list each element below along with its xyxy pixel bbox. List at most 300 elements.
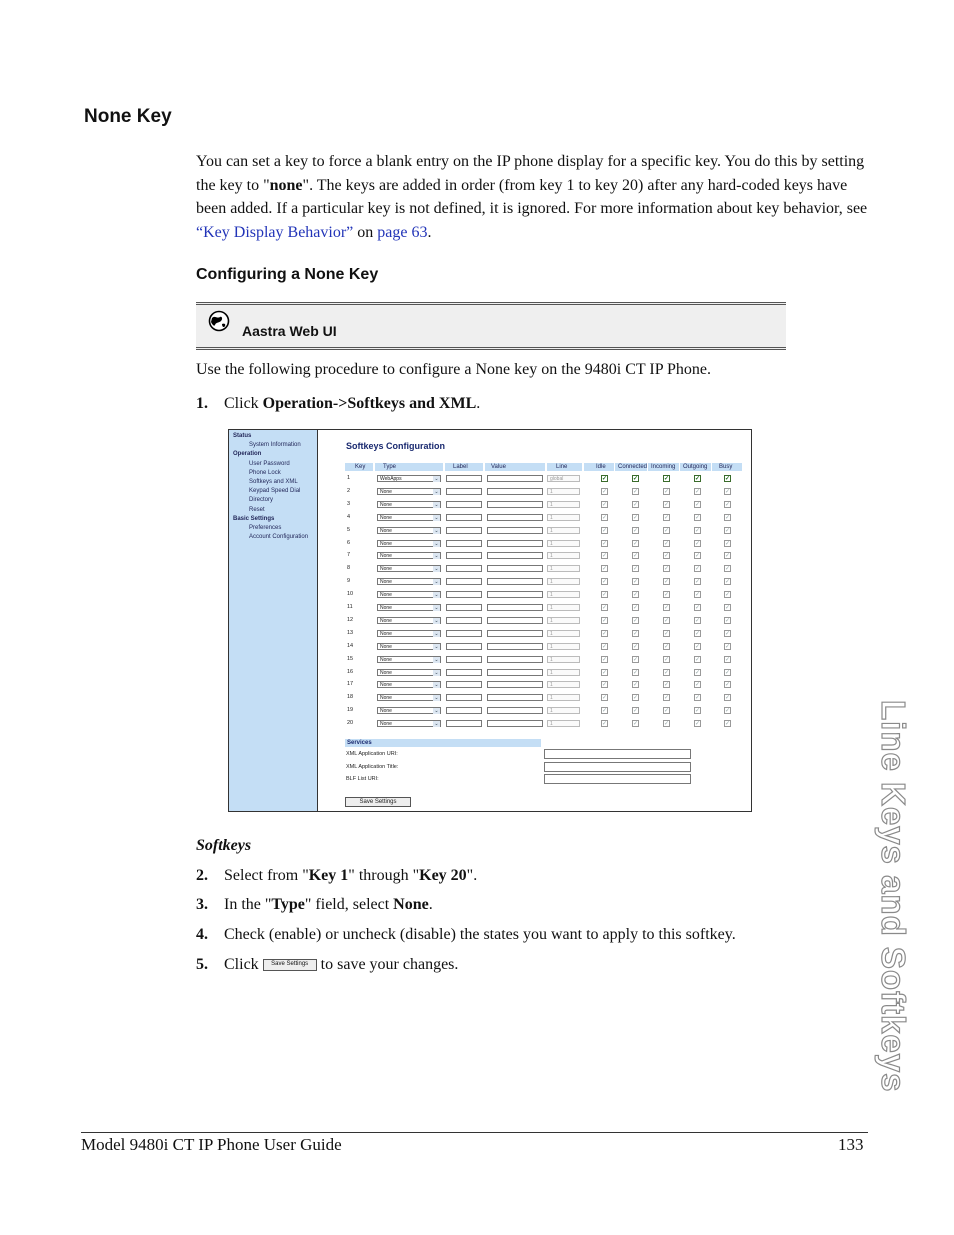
connected-checkbox[interactable]: ✓ [633, 514, 639, 521]
busy-checkbox[interactable]: ✓ [725, 630, 731, 637]
nav-item[interactable]: Phone Lock [249, 469, 281, 476]
line-select[interactable] [547, 681, 580, 688]
connected-checkbox[interactable]: ✓ [633, 656, 639, 663]
key-number: 4 [347, 513, 351, 520]
step-text-pre: Select from " [224, 867, 309, 884]
label-input[interactable] [446, 617, 482, 624]
line-select-value: 1 [550, 708, 553, 715]
line-select-value: 1 [550, 527, 553, 534]
label-input[interactable] [446, 501, 482, 508]
step-text: Check (enable) or uncheck (disable) the states you want to apply to this softkey. [224, 926, 736, 943]
type-select-value: None [380, 501, 392, 508]
label-input[interactable] [446, 578, 482, 585]
service-input[interactable] [544, 762, 691, 772]
header-idle: Idle [584, 463, 614, 471]
line-select[interactable] [547, 643, 580, 650]
step-text [224, 395, 480, 413]
line-select[interactable] [547, 591, 580, 598]
connected-checkbox[interactable]: ✓ [633, 630, 639, 637]
chevron-down-icon: ⌄ [434, 514, 439, 521]
outgoing-checkbox[interactable]: ✓ [695, 592, 701, 599]
header-type: Type [375, 463, 443, 471]
nav-item[interactable]: System Information [249, 442, 301, 449]
type-select-value: None [380, 592, 392, 599]
header-key: Key [345, 463, 373, 471]
outgoing-checkbox[interactable]: ✓ [695, 579, 701, 586]
idle-checkbox[interactable]: ✓ [602, 656, 608, 663]
type-select[interactable] [377, 630, 441, 637]
nav-item[interactable]: Keypad Speed Dial [249, 488, 301, 495]
label-input[interactable] [446, 707, 482, 714]
step-text-bold: Type [271, 896, 305, 913]
value-input[interactable] [487, 552, 543, 559]
value-input[interactable] [487, 669, 543, 676]
type-select[interactable] [377, 475, 441, 482]
value-input[interactable] [487, 475, 543, 482]
idle-checkbox[interactable]: ✓ [602, 630, 608, 637]
step-text-bold: Operation->Softkeys and XML [262, 395, 477, 412]
page-number: 133 [838, 1135, 864, 1154]
label-input[interactable] [446, 630, 482, 637]
key-number: 5 [347, 526, 351, 533]
outgoing-checkbox[interactable]: ✓ [695, 527, 701, 534]
key-number: 2 [347, 487, 351, 494]
type-select-value: None [380, 695, 392, 702]
step-text-pre: In the " [224, 896, 272, 913]
idle-checkbox[interactable]: ✓ [602, 682, 608, 689]
value-input[interactable] [487, 720, 543, 727]
connected-checkbox[interactable]: ✓ [633, 540, 639, 547]
outgoing-checkbox[interactable]: ✓ [695, 643, 701, 650]
line-select[interactable] [547, 669, 580, 676]
connected-checkbox[interactable]: ✓ [633, 643, 639, 650]
connected-checkbox[interactable]: ✓ [633, 592, 639, 599]
incoming-checkbox[interactable]: ✓ [664, 592, 670, 599]
step-text-post: to save your changes. [320, 956, 459, 973]
config-title: Softkeys Configuration [346, 441, 446, 451]
value-input[interactable] [487, 540, 543, 547]
busy-checkbox[interactable]: ✓ [725, 579, 731, 586]
chevron-down-icon: ⌄ [434, 630, 439, 637]
connected-checkbox[interactable]: ✓ [633, 721, 639, 728]
type-select-value: None [380, 514, 392, 521]
connected-checkbox[interactable]: ✓ [633, 527, 639, 534]
incoming-checkbox[interactable]: ✓ [664, 566, 670, 573]
chevron-down-icon: ⌄ [434, 501, 439, 508]
incoming-checkbox[interactable]: ✓ [664, 656, 670, 663]
line-select[interactable] [547, 488, 580, 495]
busy-checkbox[interactable]: ✓ [725, 592, 731, 599]
chevron-down-icon: ⌄ [434, 540, 439, 547]
value-input[interactable] [487, 630, 543, 637]
incoming-checkbox[interactable]: ✓ [664, 695, 670, 702]
line-select-value: 1 [550, 630, 553, 637]
type-select-value: None [380, 630, 392, 637]
header-outgoing: Outgoing [680, 463, 711, 471]
idle-checkbox[interactable]: ✓ [602, 514, 608, 521]
outgoing-checkbox[interactable]: ✓ [695, 514, 701, 521]
intro-bold: none [269, 176, 303, 194]
idle-checkbox[interactable]: ✓ [602, 695, 608, 702]
idle-checkbox[interactable]: ✓ [602, 579, 608, 586]
label-input[interactable] [446, 604, 482, 611]
line-select[interactable] [547, 475, 580, 482]
save-settings-button[interactable]: Save Settings [345, 797, 411, 807]
incoming-checkbox[interactable]: ✓ [664, 643, 670, 650]
step-text-mid: " field, select [304, 896, 394, 913]
outgoing-checkbox[interactable]: ✓ [695, 669, 701, 676]
incoming-checkbox[interactable]: ✓ [664, 630, 670, 637]
line-select[interactable] [547, 527, 580, 534]
label-input[interactable] [446, 720, 482, 727]
incoming-checkbox[interactable]: ✓ [664, 540, 670, 547]
incoming-checkbox[interactable]: ✓ [664, 553, 670, 560]
value-input[interactable] [487, 707, 543, 714]
type-select-value: None [380, 617, 392, 624]
idle-checkbox[interactable]: ✓ [602, 501, 608, 508]
intro-text: You can set a key to force a blank entry on the IP phone display for a specific key. You do this by setting the key to " [196, 153, 865, 194]
page-63-link[interactable]: page 63 [377, 223, 428, 241]
value-input[interactable] [487, 591, 543, 598]
chevron-down-icon: ⌄ [434, 488, 439, 495]
idle-checkbox[interactable]: ✓ [602, 617, 608, 624]
idle-checkbox[interactable]: ✓ [602, 605, 608, 611]
chevron-down-icon: ⌄ [434, 527, 439, 534]
type-select[interactable] [377, 578, 441, 585]
incoming-checkbox[interactable]: ✓ [664, 669, 670, 676]
step-text-pre: Click [224, 395, 263, 412]
value-input[interactable] [487, 488, 543, 495]
type-select[interactable] [377, 720, 441, 727]
step-number: 2. [196, 867, 208, 884]
label-input[interactable] [446, 681, 482, 688]
label-input[interactable] [446, 591, 482, 598]
busy-checkbox[interactable]: ✓ [725, 643, 731, 650]
outgoing-checkbox[interactable]: ✓ [695, 630, 701, 637]
line-select-value: 1 [550, 540, 553, 547]
busy-checkbox[interactable]: ✓ [725, 476, 731, 482]
label-input[interactable] [446, 488, 482, 495]
idle-checkbox[interactable]: ✓ [602, 708, 608, 715]
line-select-value: global [550, 476, 564, 482]
busy-checkbox[interactable]: ✓ [725, 553, 731, 560]
key-number: 18 [347, 694, 354, 701]
incoming-checkbox[interactable]: ✓ [664, 721, 670, 728]
label-input[interactable] [446, 643, 482, 650]
line-select-value: 1 [550, 579, 553, 586]
value-input[interactable] [487, 694, 543, 701]
step-number: 3. [196, 896, 208, 913]
idle-checkbox[interactable]: ✓ [602, 527, 608, 534]
step-text-bold-2: None [393, 896, 429, 913]
line-select-value: 1 [550, 605, 553, 611]
type-select[interactable] [377, 514, 441, 521]
line-select-value: 1 [550, 553, 553, 560]
outgoing-checkbox[interactable]: ✓ [695, 682, 701, 689]
incoming-checkbox[interactable]: ✓ [664, 514, 670, 521]
chevron-down-icon: ⌄ [434, 643, 439, 650]
type-select-value: None [380, 527, 392, 534]
busy-checkbox[interactable]: ✓ [725, 656, 731, 663]
nav-item[interactable]: Status [233, 433, 252, 439]
line-select[interactable] [547, 630, 580, 637]
type-select[interactable] [377, 694, 441, 701]
value-input[interactable] [487, 604, 543, 611]
connected-checkbox[interactable]: ✓ [633, 566, 639, 573]
key-number: 9 [347, 578, 351, 585]
connected-checkbox[interactable]: ✓ [633, 617, 639, 624]
key-number: 13 [347, 629, 354, 636]
nav-item[interactable]: Softkeys and XML [249, 479, 298, 485]
nav-item[interactable]: Basic Settings [233, 515, 275, 522]
type-select[interactable] [377, 540, 441, 547]
incoming-checkbox[interactable]: ✓ [664, 617, 670, 624]
key-number: 10 [347, 591, 354, 598]
nav-item[interactable]: User Password [249, 460, 290, 467]
chevron-down-icon: ⌄ [434, 721, 439, 728]
line-select[interactable] [547, 707, 580, 714]
label-input[interactable] [446, 656, 482, 663]
value-input[interactable] [487, 501, 543, 508]
idle-checkbox[interactable]: ✓ [602, 643, 608, 650]
type-select[interactable] [377, 527, 441, 534]
busy-checkbox[interactable]: ✓ [725, 682, 731, 689]
step-text [224, 867, 477, 885]
type-select[interactable] [377, 501, 441, 508]
idle-checkbox[interactable]: ✓ [602, 476, 608, 482]
line-select[interactable] [547, 578, 580, 585]
connected-checkbox[interactable]: ✓ [633, 682, 639, 689]
line-select[interactable] [547, 514, 580, 521]
step-text-bold: Key 1 [308, 867, 349, 884]
side-tab [850, 700, 920, 1110]
connected-checkbox[interactable]: ✓ [633, 476, 639, 482]
line-select-value: 1 [550, 721, 553, 728]
incoming-checkbox[interactable]: ✓ [664, 682, 670, 689]
key-number: 17 [347, 681, 354, 688]
intro-end: . [427, 223, 432, 241]
step-text-post: . [428, 896, 433, 913]
nav-item[interactable]: Account Configuration [249, 534, 309, 541]
connected-checkbox[interactable]: ✓ [633, 579, 639, 586]
busy-checkbox[interactable]: ✓ [725, 669, 731, 676]
header-connected: Connected [615, 463, 647, 471]
idle-checkbox[interactable]: ✓ [602, 540, 608, 547]
outgoing-checkbox[interactable]: ✓ [695, 656, 701, 663]
value-input[interactable] [487, 681, 543, 688]
key-display-behavior-link[interactable]: “Key Display Behavior” [196, 223, 354, 241]
type-select[interactable] [377, 643, 441, 650]
type-select[interactable] [377, 552, 441, 559]
line-select[interactable] [547, 656, 580, 663]
busy-checkbox[interactable]: ✓ [725, 527, 731, 534]
type-select[interactable] [377, 617, 441, 624]
value-input[interactable] [487, 617, 543, 624]
line-select-value: 1 [550, 682, 553, 689]
incoming-checkbox[interactable]: ✓ [664, 579, 670, 586]
busy-checkbox[interactable]: ✓ [725, 540, 731, 547]
key-number: 11 [347, 604, 353, 610]
line-select[interactable] [547, 501, 580, 508]
nav-item[interactable]: Operation [233, 451, 262, 458]
side-tab-label: Line Keys and Softkeys [875, 700, 912, 1093]
line-select-value: 1 [550, 501, 553, 508]
idle-checkbox[interactable]: ✓ [602, 721, 608, 728]
type-select-value: WebApps [380, 476, 402, 482]
type-select-value: None [380, 669, 392, 676]
type-select[interactable] [377, 669, 441, 676]
line-select-value: 1 [550, 592, 553, 599]
chevron-down-icon: ⌄ [434, 579, 439, 586]
outgoing-checkbox[interactable]: ✓ [695, 695, 701, 702]
line-select[interactable] [547, 540, 580, 547]
busy-checkbox[interactable]: ✓ [725, 514, 731, 521]
step-text [224, 896, 433, 914]
idle-checkbox[interactable]: ✓ [602, 592, 608, 599]
step-text-bold-2: Key 20 [419, 867, 467, 884]
step-text-post: ". [466, 867, 478, 884]
outgoing-checkbox[interactable]: ✓ [695, 617, 701, 624]
busy-checkbox[interactable]: ✓ [725, 617, 731, 624]
line-select[interactable] [547, 552, 580, 559]
outgoing-checkbox[interactable]: ✓ [695, 540, 701, 547]
type-select-value: None [380, 553, 392, 560]
header-line: Line [547, 463, 582, 471]
busy-checkbox[interactable]: ✓ [725, 566, 731, 573]
key-number: 3 [347, 500, 351, 507]
type-select[interactable] [377, 681, 441, 688]
idle-checkbox[interactable]: ✓ [602, 553, 608, 560]
incoming-checkbox[interactable]: ✓ [664, 708, 670, 715]
incoming-checkbox[interactable]: ✓ [664, 605, 670, 611]
footer-rule [81, 1132, 868, 1133]
value-input[interactable] [487, 565, 543, 572]
outgoing-checkbox[interactable]: ✓ [695, 476, 701, 482]
webui-label: Aastra Web UI [242, 323, 337, 339]
label-input[interactable] [446, 527, 482, 534]
idle-checkbox[interactable]: ✓ [602, 488, 608, 495]
type-select[interactable] [377, 488, 441, 495]
idle-checkbox[interactable]: ✓ [602, 669, 608, 676]
line-select[interactable] [547, 694, 580, 701]
type-select[interactable] [377, 565, 441, 572]
value-input[interactable] [487, 643, 543, 650]
type-select-value: None [380, 540, 392, 547]
key-number: 8 [347, 565, 351, 572]
type-select-value: None [380, 605, 392, 611]
connected-checkbox[interactable]: ✓ [633, 669, 639, 676]
type-select-value: None [380, 488, 392, 495]
chevron-down-icon: ⌄ [434, 617, 439, 624]
section-title: None Key [84, 106, 172, 127]
incoming-checkbox[interactable]: ✓ [664, 488, 670, 495]
label-input[interactable] [446, 694, 482, 701]
value-input[interactable] [487, 578, 543, 585]
connected-checkbox[interactable]: ✓ [633, 605, 639, 611]
connected-checkbox[interactable]: ✓ [633, 553, 639, 560]
busy-checkbox[interactable]: ✓ [725, 708, 731, 715]
idle-checkbox[interactable]: ✓ [602, 566, 608, 573]
value-input[interactable] [487, 527, 543, 534]
incoming-checkbox[interactable]: ✓ [664, 527, 670, 534]
line-select[interactable] [547, 604, 580, 611]
service-input[interactable] [544, 749, 691, 759]
chevron-down-icon: ⌄ [434, 695, 439, 702]
type-select-value: None [380, 656, 392, 663]
step-number: 4. [196, 926, 208, 943]
busy-checkbox[interactable]: ✓ [725, 488, 731, 495]
value-input[interactable] [487, 514, 543, 521]
service-label: XML Application Title: [346, 763, 399, 770]
outgoing-checkbox[interactable]: ✓ [695, 488, 701, 495]
service-input[interactable] [544, 774, 691, 784]
intro-paragraph [196, 150, 868, 244]
busy-checkbox[interactable]: ✓ [725, 721, 731, 728]
outgoing-checkbox[interactable]: ✓ [695, 566, 701, 573]
service-label: XML Application URI: [346, 751, 398, 757]
key-number: 7 [347, 552, 351, 559]
connected-checkbox[interactable]: ✓ [633, 695, 639, 702]
connected-checkbox[interactable]: ✓ [633, 501, 639, 508]
chevron-down-icon: ⌄ [434, 682, 439, 689]
busy-checkbox[interactable]: ✓ [725, 501, 731, 508]
label-input[interactable] [446, 669, 482, 676]
type-select[interactable] [377, 707, 441, 714]
nav-item[interactable]: Preferences [249, 525, 282, 531]
globe-icon [208, 310, 230, 332]
type-select[interactable] [377, 604, 441, 611]
outgoing-checkbox[interactable]: ✓ [695, 605, 701, 611]
busy-checkbox[interactable]: ✓ [725, 605, 731, 611]
connected-checkbox[interactable]: ✓ [633, 708, 639, 715]
incoming-checkbox[interactable]: ✓ [664, 501, 670, 508]
step-number: 1. [196, 395, 208, 412]
nav-item[interactable]: Reset [249, 506, 265, 513]
line-select-value: 1 [550, 643, 553, 650]
type-select-value: None [380, 579, 392, 586]
webui-banner [196, 302, 786, 350]
service-label: BLF List URI: [346, 776, 379, 782]
key-number: 12 [347, 616, 354, 623]
connected-checkbox[interactable]: ✓ [633, 488, 639, 495]
intro-on: on [353, 223, 378, 241]
line-select[interactable] [547, 617, 580, 624]
busy-checkbox[interactable]: ✓ [725, 695, 731, 702]
label-input[interactable] [446, 565, 482, 572]
type-select[interactable] [377, 591, 441, 598]
type-select-value: None [380, 643, 392, 650]
outgoing-checkbox[interactable]: ✓ [695, 501, 701, 508]
nav-item[interactable]: Directory [249, 497, 274, 504]
inline-save-settings-button: Save Settings [263, 959, 317, 971]
line-select-value: 1 [550, 566, 553, 573]
line-select[interactable] [547, 565, 580, 572]
label-input[interactable] [446, 475, 482, 482]
step-number: 5. [196, 956, 208, 973]
step-text [224, 956, 458, 974]
outgoing-checkbox[interactable]: ✓ [695, 721, 701, 728]
outgoing-checkbox[interactable]: ✓ [695, 708, 701, 715]
label-input[interactable] [446, 552, 482, 559]
type-select[interactable] [377, 656, 441, 663]
line-select[interactable] [547, 720, 580, 727]
value-input[interactable] [487, 656, 543, 663]
label-input[interactable] [446, 514, 482, 521]
incoming-checkbox[interactable]: ✓ [664, 476, 670, 482]
label-input[interactable] [446, 540, 482, 547]
outgoing-checkbox[interactable]: ✓ [695, 553, 701, 560]
chevron-down-icon: ⌄ [434, 566, 439, 573]
